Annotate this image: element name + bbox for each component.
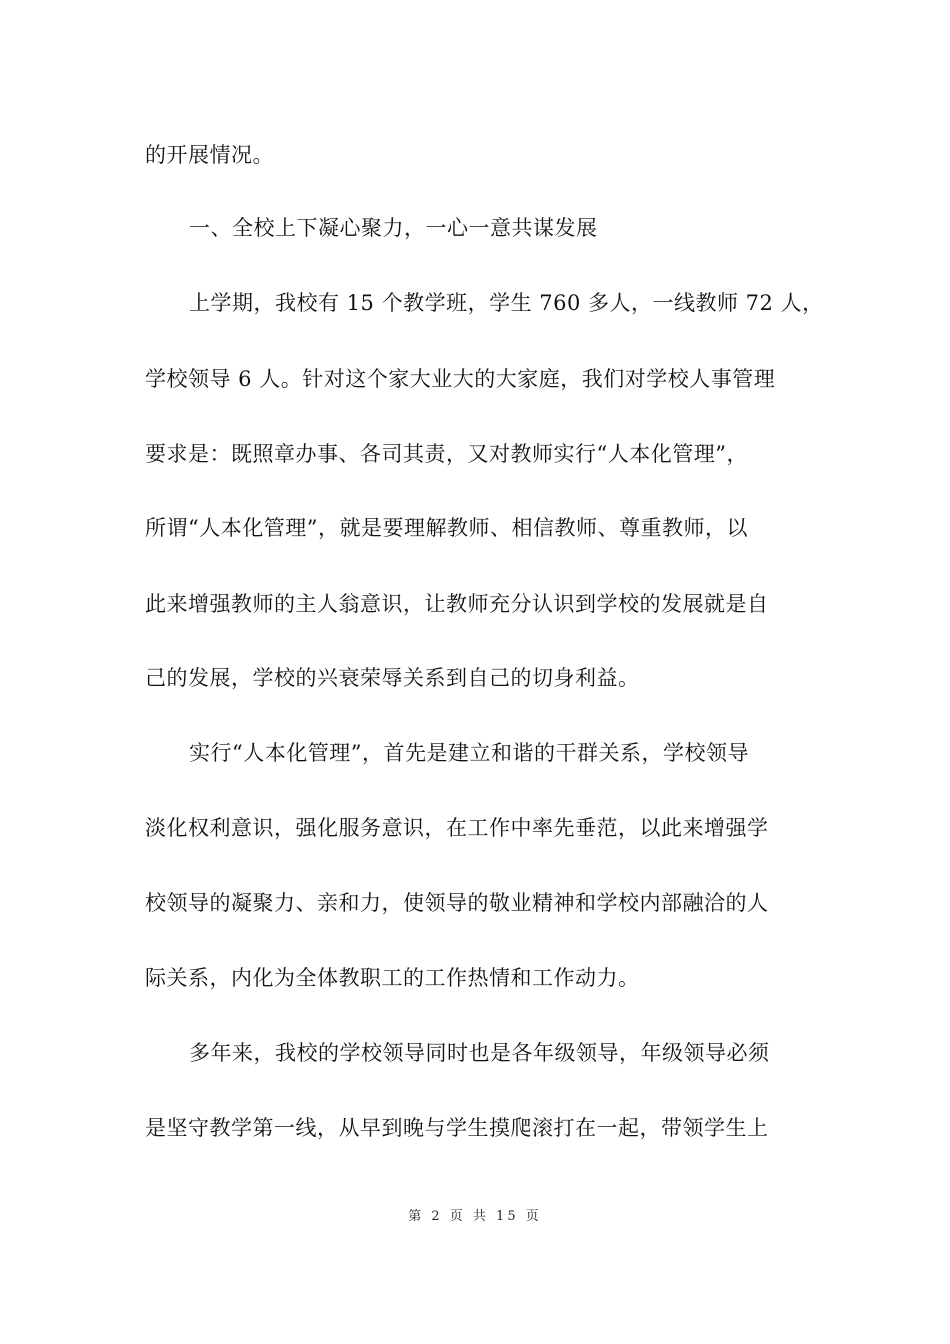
text-line-12: 际关系，内化为全体教职工的工作热情和工作动力。 — [145, 966, 640, 990]
text-line-11: 校领导的凝聚力、亲和力，使领导的敬业精神和学校内部融洽的人 — [145, 891, 769, 915]
text-line-14: 是坚守教学第一线，从早到晚与学生摸爬滚打在一起，带领学生上 — [145, 1116, 769, 1140]
text-line-13: 多年来，我校的学校领导同时也是各年级领导，年级领导必须 — [189, 1041, 770, 1065]
text-line-8: 己的发展，学校的兴衰荣辱关系到自己的切身利益。 — [145, 666, 640, 690]
text-line-9: 实行“人本化管理”，首先是建立和谐的干群关系，学校领导 — [189, 741, 749, 765]
text-line-3: 上学期，我校有 15 个教学班，学生 760 多人，一线教师 72 人， — [189, 291, 824, 315]
section-heading: 一、全校上下凝心聚力，一心一意共谋发展 — [189, 216, 598, 240]
text-line-4: 学校领导 6 人。针对这个家大业大的大家庭，我们对学校人事管理 — [145, 367, 776, 391]
text-line-6: 所谓“人本化管理”，就是要理解教师、相信教师、尊重教师，以 — [145, 516, 748, 540]
text-line-7: 此来增强教师的主人翁意识，让教师充分认识到学校的发展就是自 — [145, 592, 769, 616]
text-line-10: 淡化权利意识，强化服务意识，在工作中率先垂范，以此来增强学 — [145, 816, 769, 840]
text-line-1: 的开展情况。 — [145, 143, 274, 167]
text-line-5: 要求是：既照章办事、各司其责，又对教师实行“人本化管理”， — [145, 442, 748, 466]
page-number-footer: 第 2 页 共 15 页 — [408, 1209, 542, 1224]
